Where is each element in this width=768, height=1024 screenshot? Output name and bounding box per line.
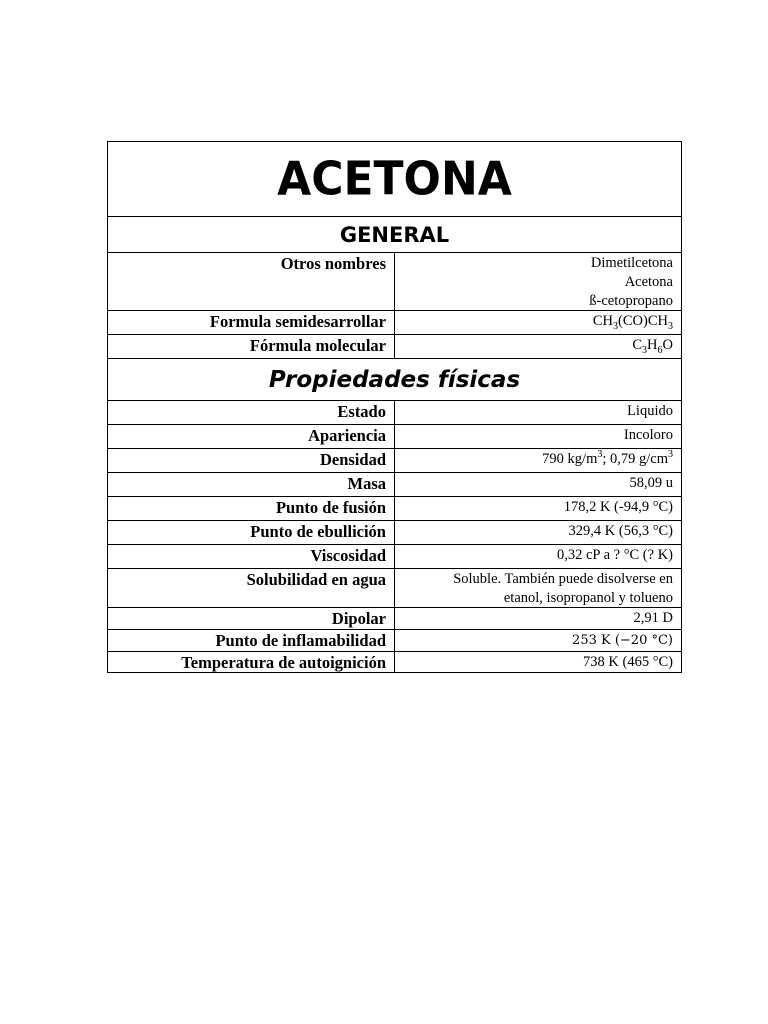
row-value: 58,09 u xyxy=(629,475,673,491)
table-row-otros-nombres xyxy=(108,252,681,310)
table-row-autoignicion xyxy=(108,651,681,672)
row-value: 2,91 D xyxy=(633,610,673,626)
row-label: Solubilidad en agua xyxy=(108,569,395,607)
row-value xyxy=(395,311,681,334)
row-value: 329,4 K (56,3 °C) xyxy=(568,523,673,539)
table-row-formula-semidesarrollar xyxy=(108,310,681,334)
row-label: Densidad xyxy=(108,449,395,472)
table-row-inflamabilidad xyxy=(108,629,681,651)
section-title-general: GENERAL xyxy=(339,222,450,247)
row-value xyxy=(395,569,681,607)
value-line: etanol, isopropanol y tolueno xyxy=(503,590,673,606)
row-label: Otros nombres xyxy=(108,253,395,310)
row-label: Dipolar xyxy=(108,608,395,629)
row-label: Punto de ebullición xyxy=(108,521,395,544)
section-header-general xyxy=(108,216,681,252)
row-value xyxy=(395,449,681,472)
table-row-viscosidad xyxy=(108,544,681,568)
value-line: Soluble. También puede disolverse en xyxy=(453,571,673,587)
table-row-dipolar xyxy=(108,607,681,629)
row-label: Punto de fusión xyxy=(108,497,395,520)
row-value xyxy=(395,253,681,310)
row-label: Formula semidesarrollar xyxy=(108,311,395,334)
row-label: Punto de inflamabilidad xyxy=(108,630,395,651)
row-label: Viscosidad xyxy=(108,545,395,568)
value-line: Dimetilcetona xyxy=(590,255,673,271)
value-line: ß-cetopropano xyxy=(589,293,673,309)
formula-text: $CH_3(CO)CH_3$ xyxy=(592,313,673,332)
table-row-densidad xyxy=(108,448,681,472)
table-row-punto-fusion xyxy=(108,496,681,520)
row-value: 253 K (−20 °C) xyxy=(572,633,673,648)
row-label: Estado xyxy=(108,401,395,424)
section-title-physical: Propiedades físicas xyxy=(268,366,521,393)
row-value: 0,32 cP a ? °C (? K) xyxy=(557,547,673,563)
table-row-formula-molecular xyxy=(108,334,681,358)
row-value: Liquido xyxy=(627,403,673,419)
row-label: Masa xyxy=(108,473,395,496)
density-text: 790 $kg/m^3$; 0,79 $g/cm^3$ xyxy=(542,449,673,467)
table-row-solubilidad xyxy=(108,568,681,607)
row-value: Incoloro xyxy=(623,427,673,443)
properties-table xyxy=(107,141,682,673)
row-value: 738 K (465 °C) xyxy=(583,654,673,670)
page-title: ACETONA xyxy=(277,152,512,206)
row-label: Fórmula molecular xyxy=(108,335,395,358)
formula-text: $C_3H_6O$ xyxy=(632,337,673,356)
value-line: Acetona xyxy=(624,274,673,290)
section-header-physical xyxy=(108,358,681,400)
table-row-punto-ebullicion xyxy=(108,520,681,544)
row-label: Apariencia xyxy=(108,425,395,448)
table-row-apariencia xyxy=(108,424,681,448)
row-label: Temperatura de autoignición xyxy=(108,652,395,672)
table-row-estado xyxy=(108,400,681,424)
row-value: 178,2 K (-94,9 °C) xyxy=(563,499,673,515)
table-row-masa xyxy=(108,472,681,496)
title-row xyxy=(108,140,681,218)
row-value xyxy=(395,335,681,358)
